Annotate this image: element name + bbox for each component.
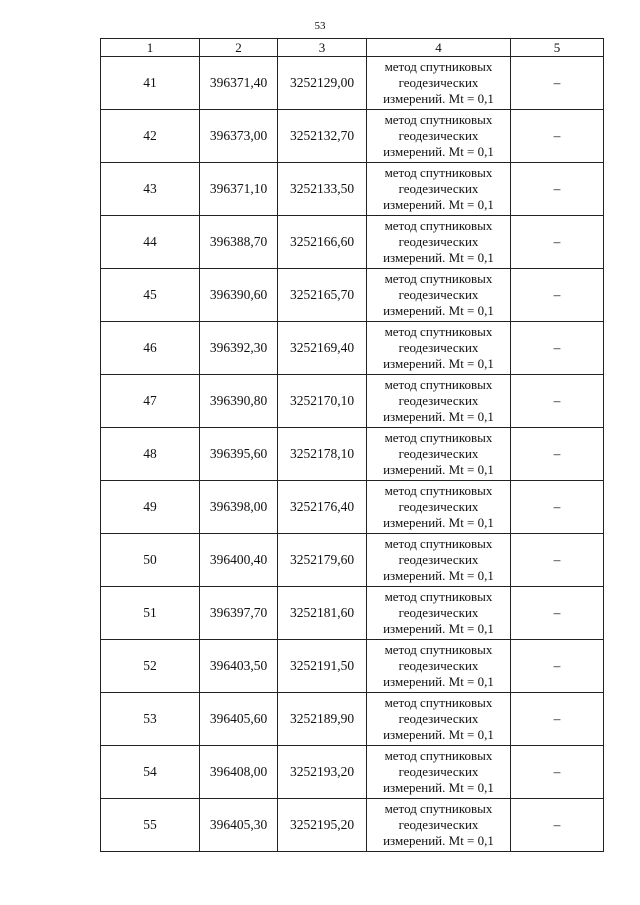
note-cell-text: – (553, 234, 561, 249)
method-cell-text: метод спутниковых геодезических измерений. Mt = 0,1 (383, 695, 494, 742)
point-number-cell-text: 41 (143, 75, 157, 90)
point-number-cell-text: 55 (143, 817, 157, 832)
y-coordinate-cell (278, 269, 367, 322)
method-cell-text: метод спутниковых геодезических измерений. Mt = 0,1 (383, 112, 494, 159)
y-coordinate-cell-text: 3252132,70 (289, 128, 355, 143)
coordinates-table (100, 38, 604, 852)
note-cell (511, 799, 604, 852)
note-cell (511, 163, 604, 216)
note-cell-text: – (553, 552, 561, 567)
note-cell-text: – (553, 181, 561, 196)
point-number-cell (101, 693, 200, 746)
y-coordinate-cell-text: 3252169,40 (289, 340, 355, 355)
header-col-5: 5 (511, 39, 604, 57)
x-coordinate-cell-text: 396371,10 (209, 181, 268, 196)
y-coordinate-cell-text: 3252195,20 (289, 817, 355, 832)
y-coordinate-cell-text: 3252178,10 (289, 446, 355, 461)
method-cell-text: метод спутниковых геодезических измерений. Mt = 0,1 (383, 165, 494, 212)
point-number-cell (101, 481, 200, 534)
y-coordinate-cell-text: 3252193,20 (289, 764, 355, 779)
x-coordinate-cell (200, 216, 278, 269)
x-coordinate-cell-text: 396400,40 (209, 552, 268, 567)
point-number-cell-text: 42 (143, 128, 157, 143)
method-cell (367, 534, 511, 587)
note-cell-text: – (553, 817, 561, 832)
method-cell (367, 481, 511, 534)
header-col-3: 3 (278, 39, 367, 57)
point-number-cell (101, 110, 200, 163)
y-coordinate-cell (278, 534, 367, 587)
y-coordinate-cell-text: 3252170,10 (289, 393, 355, 408)
method-cell (367, 269, 511, 322)
header-col-2: 2 (200, 39, 278, 57)
header-col-1: 1 (101, 39, 200, 57)
note-cell (511, 375, 604, 428)
note-cell (511, 216, 604, 269)
x-coordinate-cell-text: 396405,30 (209, 817, 268, 832)
x-coordinate-cell (200, 640, 278, 693)
table-row (101, 163, 604, 216)
y-coordinate-cell (278, 163, 367, 216)
x-coordinate-cell (200, 375, 278, 428)
note-cell-text: – (553, 287, 561, 302)
y-coordinate-cell-text: 3252176,40 (289, 499, 355, 514)
table-row (101, 587, 604, 640)
y-coordinate-cell (278, 587, 367, 640)
x-coordinate-cell-text: 396390,80 (209, 393, 268, 408)
table-row (101, 375, 604, 428)
method-cell (367, 163, 511, 216)
y-coordinate-cell-text: 3252129,00 (289, 75, 355, 90)
table-row (101, 640, 604, 693)
table-row (101, 110, 604, 163)
x-coordinate-cell-text: 396408,00 (209, 764, 268, 779)
method-cell (367, 693, 511, 746)
y-coordinate-cell (278, 216, 367, 269)
note-cell (511, 481, 604, 534)
table-row (101, 428, 604, 481)
point-number-cell (101, 216, 200, 269)
point-number-cell-text: 46 (143, 340, 157, 355)
y-coordinate-cell (278, 481, 367, 534)
point-number-cell (101, 428, 200, 481)
x-coordinate-cell (200, 57, 278, 110)
point-number-cell (101, 375, 200, 428)
note-cell-text: – (553, 75, 561, 90)
method-cell-text: метод спутниковых геодезических измерений. Mt = 0,1 (383, 377, 494, 424)
x-coordinate-cell-text: 396392,30 (209, 340, 268, 355)
method-cell (367, 375, 511, 428)
x-coordinate-cell (200, 428, 278, 481)
point-number-cell (101, 640, 200, 693)
x-coordinate-cell (200, 269, 278, 322)
table-row (101, 216, 604, 269)
method-cell-text: метод спутниковых геодезических измерений. Mt = 0,1 (383, 430, 494, 477)
y-coordinate-cell (278, 799, 367, 852)
note-cell-text: – (553, 605, 561, 620)
header-row (101, 39, 604, 57)
point-number-cell (101, 322, 200, 375)
header-col-4: 4 (367, 39, 511, 57)
y-coordinate-cell-text: 3252179,60 (289, 552, 355, 567)
point-number-cell-text: 47 (143, 393, 157, 408)
note-cell (511, 693, 604, 746)
note-cell-text: – (553, 393, 561, 408)
y-coordinate-cell (278, 57, 367, 110)
note-cell (511, 57, 604, 110)
y-coordinate-cell (278, 375, 367, 428)
x-coordinate-cell-text: 396395,60 (209, 446, 268, 461)
method-cell (367, 322, 511, 375)
x-coordinate-cell (200, 587, 278, 640)
x-coordinate-cell-text: 396398,00 (209, 499, 268, 514)
page-number: 53 (314, 20, 326, 32)
method-cell (367, 110, 511, 163)
table-row (101, 799, 604, 852)
y-coordinate-cell (278, 322, 367, 375)
x-coordinate-cell-text: 396390,60 (209, 287, 268, 302)
point-number-cell-text: 43 (143, 181, 157, 196)
point-number-cell-text: 52 (143, 658, 157, 673)
method-cell (367, 640, 511, 693)
note-cell-text: – (553, 446, 561, 461)
note-cell-text: – (553, 340, 561, 355)
method-cell-text: метод спутниковых геодезических измерений. Mt = 0,1 (383, 642, 494, 689)
method-cell-text: метод спутниковых геодезических измерений. Mt = 0,1 (383, 483, 494, 530)
table-row (101, 322, 604, 375)
point-number-cell-text: 53 (143, 711, 157, 726)
y-coordinate-cell-text: 3252133,50 (289, 181, 355, 196)
y-coordinate-cell (278, 746, 367, 799)
y-coordinate-cell (278, 693, 367, 746)
table-body (101, 57, 604, 852)
y-coordinate-cell-text: 3252181,60 (289, 605, 355, 620)
x-coordinate-cell (200, 799, 278, 852)
point-number-cell (101, 57, 200, 110)
point-number-cell-text: 54 (143, 764, 157, 779)
note-cell (511, 534, 604, 587)
method-cell (367, 57, 511, 110)
y-coordinate-cell-text: 3252189,90 (289, 711, 355, 726)
x-coordinate-cell (200, 746, 278, 799)
x-coordinate-cell (200, 322, 278, 375)
method-cell (367, 746, 511, 799)
note-cell-text: – (553, 711, 561, 726)
point-number-cell-text: 45 (143, 287, 157, 302)
method-cell-text: метод спутниковых геодезических измерений. Mt = 0,1 (383, 536, 494, 583)
method-cell-text: метод спутниковых геодезических измерений. Mt = 0,1 (383, 589, 494, 636)
note-cell-text: – (553, 499, 561, 514)
point-number-cell (101, 269, 200, 322)
x-coordinate-cell-text: 396388,70 (209, 234, 268, 249)
point-number-cell (101, 746, 200, 799)
method-cell-text: метод спутниковых геодезических измерений. Mt = 0,1 (383, 59, 494, 106)
method-cell (367, 216, 511, 269)
table-row (101, 269, 604, 322)
note-cell (511, 269, 604, 322)
table-row (101, 534, 604, 587)
note-cell (511, 110, 604, 163)
table-row (101, 693, 604, 746)
x-coordinate-cell (200, 163, 278, 216)
note-cell (511, 640, 604, 693)
point-number-cell (101, 799, 200, 852)
point-number-cell-text: 49 (143, 499, 157, 514)
x-coordinate-cell-text: 396405,60 (209, 711, 268, 726)
x-coordinate-cell-text: 396373,00 (209, 128, 268, 143)
x-coordinate-cell (200, 481, 278, 534)
table-row (101, 57, 604, 110)
x-coordinate-cell (200, 110, 278, 163)
note-cell-text: – (553, 764, 561, 779)
method-cell-text: метод спутниковых геодезических измерений. Mt = 0,1 (383, 271, 494, 318)
table-row (101, 746, 604, 799)
x-coordinate-cell-text: 396403,50 (209, 658, 268, 673)
note-cell (511, 428, 604, 481)
point-number-cell (101, 587, 200, 640)
point-number-cell (101, 163, 200, 216)
point-number-cell-text: 44 (143, 234, 157, 249)
note-cell (511, 746, 604, 799)
x-coordinate-cell (200, 534, 278, 587)
note-cell-text: – (553, 128, 561, 143)
method-cell (367, 587, 511, 640)
point-number-cell-text: 51 (143, 605, 157, 620)
method-cell-text: метод спутниковых геодезических измерений. Mt = 0,1 (383, 218, 494, 265)
point-number-cell-text: 50 (143, 552, 157, 567)
note-cell (511, 322, 604, 375)
method-cell-text: метод спутниковых геодезических измерений. Mt = 0,1 (383, 801, 494, 848)
method-cell-text: метод спутниковых геодезических измерений. Mt = 0,1 (383, 748, 494, 795)
x-coordinate-cell-text: 396371,40 (209, 75, 268, 90)
point-number-cell-text: 48 (143, 446, 157, 461)
y-coordinate-cell-text: 3252166,60 (289, 234, 355, 249)
x-coordinate-cell (200, 693, 278, 746)
y-coordinate-cell (278, 428, 367, 481)
point-number-cell (101, 534, 200, 587)
y-coordinate-cell-text: 3252165,70 (289, 287, 355, 302)
y-coordinate-cell (278, 110, 367, 163)
method-cell (367, 799, 511, 852)
note-cell-text: – (553, 658, 561, 673)
y-coordinate-cell (278, 640, 367, 693)
note-cell (511, 587, 604, 640)
table-header (101, 39, 604, 57)
table-row (101, 481, 604, 534)
y-coordinate-cell-text: 3252191,50 (289, 658, 355, 673)
x-coordinate-cell-text: 396397,70 (209, 605, 268, 620)
method-cell-text: метод спутниковых геодезических измерений. Mt = 0,1 (383, 324, 494, 371)
method-cell (367, 428, 511, 481)
